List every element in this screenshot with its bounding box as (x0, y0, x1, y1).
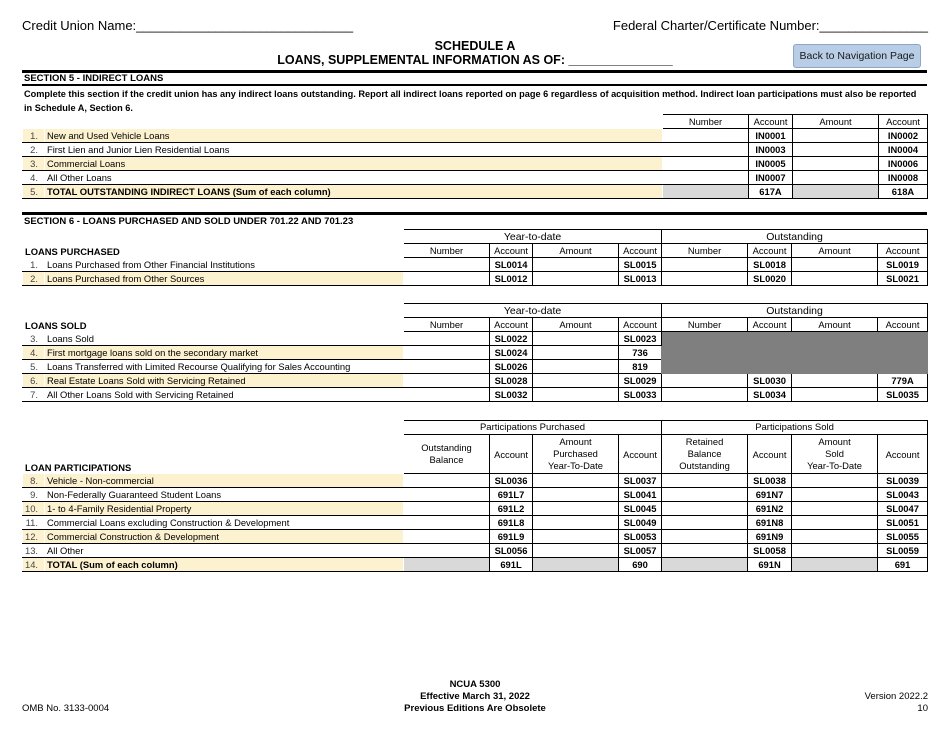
account-code: 691L7 (490, 488, 533, 502)
participations-purchased-header: Participations Purchased (404, 421, 662, 435)
number-input[interactable] (663, 171, 749, 185)
col-account: Account (619, 318, 662, 332)
col-amount: Amount (792, 244, 878, 258)
balance-input[interactable] (404, 530, 490, 544)
row-label: Real Estate Loans Sold with Servicing Retained (45, 374, 404, 388)
account-code: SL0023 (619, 332, 662, 346)
amount-input[interactable] (792, 474, 878, 488)
account-code: SL0041 (619, 488, 662, 502)
account-code: SL0014 (490, 258, 533, 272)
group-header-row (23, 230, 928, 244)
indirect-header-row (23, 115, 928, 129)
col-number: Number (663, 115, 749, 129)
row-number: 3. (23, 157, 45, 171)
account-code: SL0012 (490, 272, 533, 286)
back-to-navigation-button[interactable]: Back to Navigation Page (793, 44, 921, 68)
column-header-row (23, 318, 928, 332)
page-number: 10 (917, 703, 928, 714)
computed-cell (662, 558, 748, 572)
account-code: IN0005 (749, 157, 793, 171)
charter-number-label: Federal Charter/Certificate Number:_______________ (612, 18, 928, 33)
account-code: 691N2 (748, 502, 792, 516)
schedule-title: SCHEDULE A (434, 39, 516, 53)
amount-input[interactable] (533, 544, 619, 558)
account-code: IN0006 (879, 157, 928, 171)
row-number: 11. (23, 516, 45, 530)
table-row (23, 488, 928, 502)
row-label: All Other (45, 544, 404, 558)
row-number: 5. (23, 360, 45, 374)
amount-input[interactable] (533, 374, 619, 388)
balance-input[interactable] (662, 516, 748, 530)
amount-input[interactable] (793, 143, 879, 157)
table-row (23, 374, 928, 388)
computed-cell (404, 558, 490, 572)
row-label: New and Used Vehicle Loans (45, 129, 663, 143)
account-code: 691N9 (748, 530, 792, 544)
account-code: SL0032 (490, 388, 533, 402)
account-code: SL0053 (619, 530, 662, 544)
row-label: Vehicle - Non-commercial (45, 474, 404, 488)
account-code: SL0047 (878, 502, 928, 516)
number-input[interactable] (662, 258, 748, 272)
account-code: 691L9 (490, 530, 533, 544)
credit-union-name-label: Credit Union Name:______________________________ (22, 18, 354, 33)
ytd-header: Year-to-date (404, 230, 662, 244)
col-amount: Amount (533, 244, 619, 258)
balance-input[interactable] (404, 474, 490, 488)
col-account: Account (619, 244, 662, 258)
account-code: SL0013 (619, 272, 662, 286)
row-label: Commercial Loans (45, 157, 663, 171)
table-row (23, 474, 928, 488)
col-account: Account (878, 244, 928, 258)
amount-input[interactable] (533, 272, 619, 286)
row-label: Commercial Loans excluding Construction & Development (45, 516, 404, 530)
section5-rule (22, 84, 927, 86)
row-label: All Other Loans Sold with Servicing Retained (45, 388, 404, 402)
account-code: SL0030 (748, 374, 792, 388)
account-code: SL0036 (490, 474, 533, 488)
col-amount: Amount (533, 318, 619, 332)
number-input[interactable] (404, 360, 490, 374)
number-input[interactable] (663, 157, 749, 171)
account-code: IN0003 (749, 143, 793, 157)
amount-input[interactable] (533, 474, 619, 488)
col-account: Account (490, 244, 533, 258)
table-row (23, 272, 928, 286)
number-input[interactable] (662, 374, 748, 388)
loans-purchased-title: LOANS PURCHASED (25, 246, 120, 257)
amount-input[interactable] (792, 502, 878, 516)
account-code: SL0039 (878, 474, 928, 488)
number-input[interactable] (662, 388, 748, 402)
col-number: Number (404, 244, 490, 258)
participations-sold-header: Participations Sold (662, 421, 928, 435)
col-account: Account (878, 318, 928, 332)
balance-input[interactable] (404, 502, 490, 516)
row-number: 13. (23, 544, 45, 558)
row-label: Commercial Construction & Development (45, 530, 404, 544)
amount-input[interactable] (533, 502, 619, 516)
number-input[interactable] (663, 143, 749, 157)
amount-input[interactable] (792, 530, 878, 544)
col-account: Account (748, 244, 792, 258)
table-row (23, 544, 928, 558)
account-code: 617A (749, 185, 793, 199)
account-code: 779A (878, 374, 928, 388)
row-number: 1. (23, 258, 45, 272)
balance-input[interactable] (662, 502, 748, 516)
col-number: Number (662, 244, 748, 258)
row-label: Loans Purchased from Other Financial Institutions (45, 258, 404, 272)
account-code: SL0038 (748, 474, 792, 488)
col-account: Account (749, 115, 793, 129)
account-code: 691L (490, 558, 533, 572)
balance-input[interactable] (662, 544, 748, 558)
amount-input[interactable] (792, 544, 878, 558)
row-number: 8. (23, 474, 45, 488)
amount-input[interactable] (792, 272, 878, 286)
amount-input[interactable] (533, 360, 619, 374)
col-account: Account (879, 115, 928, 129)
balance-input[interactable] (404, 488, 490, 502)
account-code: 618A (879, 185, 928, 199)
account-code: SL0045 (619, 502, 662, 516)
row-number: 10. (23, 502, 45, 516)
table-row (23, 258, 928, 272)
col-amount: Amount (793, 115, 879, 129)
account-code: SL0051 (878, 516, 928, 530)
col-account: Account (878, 435, 928, 474)
row-label: TOTAL OUTSTANDING INDIRECT LOANS (Sum of each column) (45, 185, 663, 199)
col-account: Account (619, 435, 662, 474)
row-number: 9. (23, 488, 45, 502)
account-code: IN0008 (879, 171, 928, 185)
row-label: Loans Transferred with Limited Recourse Qualifying for Sales Accounting (45, 360, 404, 374)
group-header-row (23, 421, 928, 435)
account-code: 691N8 (748, 516, 792, 530)
account-code: 691L8 (490, 516, 533, 530)
account-code: SL0056 (490, 544, 533, 558)
row-number: 14. (23, 558, 45, 572)
col-amount-purchased-ytd: Amount Purchased Year-To-Date (533, 435, 619, 474)
account-code: 691 (878, 558, 928, 572)
account-code: 691L2 (490, 502, 533, 516)
account-code: IN0002 (879, 129, 928, 143)
account-code: SL0024 (490, 346, 533, 360)
obsolete-notice: Previous Editions Are Obsolete (404, 703, 546, 714)
amount-input[interactable] (533, 332, 619, 346)
balance-input[interactable] (662, 530, 748, 544)
amount-input[interactable] (793, 157, 879, 171)
row-number: 6. (23, 374, 45, 388)
account-code: SL0043 (878, 488, 928, 502)
amount-input[interactable] (792, 374, 878, 388)
amount-input[interactable] (533, 488, 619, 502)
account-code: SL0028 (490, 374, 533, 388)
indirect-loans-table (22, 114, 928, 199)
account-code: 690 (619, 558, 662, 572)
amount-input[interactable] (533, 346, 619, 360)
amount-input[interactable] (533, 516, 619, 530)
account-code: IN0007 (749, 171, 793, 185)
account-code: SL0058 (748, 544, 792, 558)
version: Version 2022.2 (864, 691, 928, 702)
col-account: Account (748, 435, 792, 474)
account-code: IN0001 (749, 129, 793, 143)
account-code: 691N (748, 558, 792, 572)
row-number: 12. (23, 530, 45, 544)
balance-input[interactable] (404, 544, 490, 558)
table-row (23, 143, 928, 157)
omb-number: OMB No. 3133-0004 (22, 703, 110, 714)
col-account: Account (748, 318, 792, 332)
row-number: 4. (23, 346, 45, 360)
account-code: SL0057 (619, 544, 662, 558)
row-label: All Other Loans (45, 171, 663, 185)
column-header-row (23, 435, 928, 474)
amount-input[interactable] (792, 258, 878, 272)
col-amount-sold-ytd: Amount Sold Year-To-Date (792, 435, 878, 474)
form-name: NCUA 5300 (449, 679, 501, 690)
account-code: 819 (619, 360, 662, 374)
number-input[interactable] (404, 272, 490, 286)
col-number: Number (404, 318, 490, 332)
row-label: Non-Federally Guaranteed Student Loans (45, 488, 404, 502)
section5-title: SECTION 5 - INDIRECT LOANS (24, 73, 164, 84)
number-input[interactable] (404, 388, 490, 402)
number-input[interactable] (404, 374, 490, 388)
amount-input[interactable] (792, 488, 878, 502)
schedule-subtitle: LOANS, SUPPLEMENTAL INFORMATION AS OF: _______________ (277, 53, 673, 67)
col-account: Account (490, 318, 533, 332)
row-number: 4. (23, 171, 45, 185)
ytd-header: Year-to-date (404, 304, 662, 318)
loan-participations-title: LOAN PARTICIPATIONS (25, 462, 132, 473)
table-row (23, 388, 928, 402)
computed-cell (533, 558, 619, 572)
account-code: SL0018 (748, 258, 792, 272)
total-row (23, 558, 928, 572)
account-code: 691N7 (748, 488, 792, 502)
amount-input[interactable] (533, 258, 619, 272)
balance-input[interactable] (404, 516, 490, 530)
row-number: 7. (23, 388, 45, 402)
col-amount: Amount (792, 318, 878, 332)
number-input[interactable] (404, 332, 490, 346)
account-code: SL0020 (748, 272, 792, 286)
table-row (23, 129, 928, 143)
account-code: SL0015 (619, 258, 662, 272)
number-input[interactable] (662, 272, 748, 286)
column-header-row (23, 244, 928, 258)
row-number: 2. (23, 272, 45, 286)
amount-input[interactable] (792, 516, 878, 530)
account-code: SL0033 (619, 388, 662, 402)
amount-input[interactable] (533, 388, 619, 402)
col-number: Number (662, 318, 748, 332)
table-row (23, 332, 928, 346)
amount-input[interactable] (793, 171, 879, 185)
amount-input[interactable] (533, 530, 619, 544)
loans-sold-title: LOANS SOLD (25, 320, 87, 331)
number-input[interactable] (404, 346, 490, 360)
account-code: SL0055 (878, 530, 928, 544)
outstanding-header: Outstanding (662, 304, 928, 318)
balance-input[interactable] (662, 488, 748, 502)
col-account: Account (490, 435, 533, 474)
row-number: 5. (23, 185, 45, 199)
section6-title: SECTION 6 - LOANS PURCHASED AND SOLD UNDER 701.22 AND 701.23 (24, 216, 354, 227)
account-code: 736 (619, 346, 662, 360)
table-row (23, 530, 928, 544)
total-row (23, 185, 928, 199)
col-outstanding-balance: Outstanding Balance (404, 435, 490, 474)
loans-purchased-table (22, 229, 928, 286)
account-code: SL0037 (619, 474, 662, 488)
row-label: Loans Purchased from Other Sources (45, 272, 404, 286)
account-code: SL0022 (490, 332, 533, 346)
amount-input[interactable] (792, 388, 878, 402)
section5-instructions: Complete this section if the credit union has any indirect loans outstanding. Report all indirect loans reported on page 6 regardless of acquisition method. Indirect loan participations must also be reported in Schedule A, Section 6. (24, 89, 917, 113)
computed-cell (793, 185, 879, 199)
account-code: SL0035 (878, 388, 928, 402)
section6-divider (22, 212, 927, 215)
effective-date: Effective March 31, 2022 (420, 691, 530, 702)
account-code: SL0026 (490, 360, 533, 374)
table-row (23, 171, 928, 185)
computed-cell (663, 185, 749, 199)
amount-input[interactable] (793, 129, 879, 143)
row-label: First Lien and Junior Lien Residential Loans (45, 143, 663, 157)
loans-sold-table (22, 303, 928, 402)
computed-cell (792, 558, 878, 572)
table-row (23, 502, 928, 516)
account-code: IN0004 (879, 143, 928, 157)
loan-participations-table (22, 420, 928, 572)
number-input[interactable] (404, 258, 490, 272)
number-input[interactable] (663, 129, 749, 143)
row-label: First mortgage loans sold on the secondary market (45, 346, 404, 360)
account-code: SL0034 (748, 388, 792, 402)
account-code: SL0059 (878, 544, 928, 558)
account-code: SL0021 (878, 272, 928, 286)
table-row (23, 516, 928, 530)
outstanding-header: Outstanding (662, 230, 928, 244)
row-label: Loans Sold (45, 332, 404, 346)
account-code: SL0019 (878, 258, 928, 272)
row-number: 3. (23, 332, 45, 346)
col-retained-balance: Retained Balance Outstanding (662, 435, 748, 474)
group-header-row (23, 304, 928, 318)
account-code: SL0049 (619, 516, 662, 530)
balance-input[interactable] (662, 474, 748, 488)
row-number: 1. (23, 129, 45, 143)
row-number: 2. (23, 143, 45, 157)
row-label: TOTAL (Sum of each column) (45, 558, 404, 572)
row-label: 1- to 4-Family Residential Property (45, 502, 404, 516)
disabled-area (662, 332, 928, 374)
account-code: SL0029 (619, 374, 662, 388)
table-row (23, 157, 928, 171)
